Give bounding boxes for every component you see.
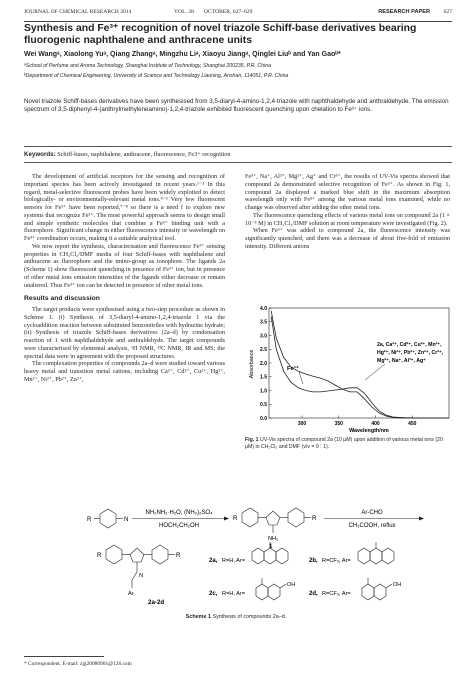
y-tick-label: 1.0 xyxy=(260,388,267,395)
results-paragraph-1: The target products were synthesised using a two-step procedure as shown in Scheme 1. (i) Synthesis of 3,5-diaryl-4-amino-1,2,4-triazole 1 via the cycloaddition reaction between substituted benzonitriles with hydrazine hydrate; (ii) Synthesis of triazole Schiff-bases derivatives (2a–d) by condensation reaction of 1 with naphthaldehyde and anthraldehyde. The target compounds were characterised by elemental analysis, ¹H NMR, ¹³C NMR, IR and MS; the spectral data were in agreement with the proposed structures. xyxy=(24,306,225,360)
footnote-rule xyxy=(24,656,104,657)
chart-series xyxy=(271,311,449,418)
abstract: Novel triazole Schiff-bases derivatives have been synthesised from 3,5-diaryl-4-amino-1,2,4-triazole with naphthaldehyde and anthraldehyde. The emission spectrum of 3,5-diphenyl-4-(anthrylmethyleneamino)-1,2,4-triazole exhibited fluorescent quenching upon chelation to Fe³⁺ ions. xyxy=(24,98,449,113)
series-line-1 xyxy=(271,311,449,418)
nh2-label: NH₂ xyxy=(268,536,279,542)
left-column xyxy=(24,173,225,384)
x-tick-label: 400 xyxy=(371,421,380,427)
naphthol-2d xyxy=(362,578,392,600)
product-structure xyxy=(106,545,175,588)
n-label-nitrile: N xyxy=(124,516,129,523)
anthracene-2a xyxy=(252,542,288,564)
anthracene-2b xyxy=(358,542,394,564)
reagents-2-bottom: CH₃COOH, reflux xyxy=(348,523,396,529)
right-paragraph-3: When Fe³⁺ was added to compound 2a, the fluorescence intensity was significantly quenched, and there was a decrease of about five-fold of emission intensity. Different anions xyxy=(245,227,450,250)
y-tick-label: 1.5 xyxy=(260,374,267,381)
journal-name: JOURNAL OF CHEMICAL RESEARCH 2014 xyxy=(24,9,132,15)
reaction-arrow-1-head xyxy=(224,517,229,521)
scheme-1-text: Synthesis of compounds 2a–d. xyxy=(212,614,287,620)
figure-1-label: Fig. 1 xyxy=(245,437,259,443)
scheme-1-label: Scheme 1 xyxy=(185,614,211,620)
right-paragraph-2: The fluorescence quenching effects of various metal ions on compound 2a (1 × 10⁻⁵ M) in CH₂Cl₂/DMF solution at room temperature were investigated (Fig. 2). xyxy=(245,211,450,227)
affiliation-b: ᵇDepartment of Chemical Engineering, University of Science and Technology Liaoning, Anshan, 114051, P.R. China xyxy=(24,73,289,79)
r-label-c1-left: R xyxy=(233,515,238,522)
scheme-1 xyxy=(24,500,454,612)
naphthol-2c xyxy=(256,578,286,600)
right-paragraph-1: Fe³⁺, Na⁺, Al³⁺, Mg²⁺, Ag⁺ and Cr³⁺, the results of UV-Vis spectra showed that compound 2a demonstrated selective recognition of Fe³⁺. As shown in Fig. 1, compound 2a displayed a marked blue shift in the maximum absorption wavelength only with Fe³⁺ among the various metal ions examined, while no change was observed after adding the other metal ions. xyxy=(245,173,450,211)
right-column xyxy=(245,173,450,251)
y-tick-label: 4.0 xyxy=(260,305,267,312)
annotation-ions-2: Hg²⁺, Ni²⁺, Pb²⁺, Zn²⁺, Cr³⁺, xyxy=(377,350,444,356)
products-label: 2a-2d xyxy=(148,599,165,606)
x-tick-label: 300 xyxy=(297,421,307,427)
running-header xyxy=(24,7,452,22)
triazole-1-structure xyxy=(242,508,311,533)
section-heading: Results and discussion xyxy=(24,295,100,303)
page-number: 627 xyxy=(443,9,452,15)
keywords xyxy=(24,146,452,163)
n-label-imine: N xyxy=(139,573,144,579)
y-tick-label: 2.5 xyxy=(260,347,267,354)
annotation-ions-3: Mg²⁺, Na⁺, Al³⁺, Ag⁺ xyxy=(377,358,426,364)
uv-vis-chart xyxy=(245,302,453,434)
scheme-1-caption xyxy=(0,614,472,620)
keywords-label: Keywords: xyxy=(24,151,56,158)
annotation-ions-1: 2a, Ca²⁺, Cd²⁺, Cu²⁺, Mn²⁺, xyxy=(377,342,442,348)
r-label-p-right: R xyxy=(176,552,181,559)
reagents-1-bottom: HOCH₂CH₂OH xyxy=(159,523,199,529)
paper-title: Synthesis and Fe³⁺ recognition of novel triazole Schiff-base derivatives bearing fluorogenic naphthalene and anthracene units xyxy=(24,23,417,47)
x-tick-label: 350 xyxy=(334,421,343,427)
x-tick-label: 450 xyxy=(408,421,417,427)
entry-2d-code: 2d, xyxy=(309,591,318,597)
oh-label-2d: OH xyxy=(393,582,402,588)
oh-label-2c: OH xyxy=(287,582,296,588)
fe-arrow xyxy=(299,372,303,384)
compound-1-label: 1 xyxy=(269,543,273,550)
y-tick-label: 0.0 xyxy=(260,415,267,422)
y-tick-label: 3.5 xyxy=(260,319,267,326)
entry-2d-desc: R=CF₃, Ar= xyxy=(322,591,351,597)
benzonitrile-structure xyxy=(94,509,123,528)
intro-paragraph-1: The development of artificial receptors for the sensing and recognition of important species has been actively investigated in recent years.¹⁻³ In this regard, metal-selective fluorescent probes have been widely exploited to detect biologically- or environmentally-relevant metal ions.⁴⁻⁶ Very few fluorescent sensors for Fe³⁺ have been reported,⁷⁻⁸ so there is a need f to explore new systems that recognize Fe³⁺. The most powerful approach seems to design small and simple synthetic molecules that combine a Fe³⁺ binding unit with a fluorophore. Significant change in either fluorescence intensity or wavelength on Fe³⁺ coordination occurs, making it a suitable analytical tool. xyxy=(24,173,225,242)
footnote: * Correspondent. E-mail: zjg20080901@126.com xyxy=(24,661,132,667)
authors: Wei Wangᵃ, Xiaolong Yuᵃ, Qiang Zhangᵃ, Mingzhu Liᵃ, Xiaoyu Jiangᵃ, Qinglei Liuᵇ and Yan Gaoᵇ* xyxy=(24,51,341,58)
results-paragraph-2: The complexation properties of compounds 2a–d were studied toward various heavy metal and transition metal cations, including Ca²⁺, Cd²⁺, Cu²⁺, Hg²⁺, Mn²⁺, Ni²⁺, Pb²⁺, Zn²⁺, xyxy=(24,360,225,383)
figure-1-text: UV-Vis spectra of compound 2a (10 μM) upon addition of various metal ions (20 μM) in CH₂Cl₂ and DMF (v/v = 9 : 1). xyxy=(245,437,443,450)
issue: OCTOBER, 627–629 xyxy=(204,9,253,15)
entry-2b-desc: R=CF₃, Ar= xyxy=(322,558,351,564)
intro-paragraph-2: We now report the synthesis, characterisation and fluorescence Fe³⁺ sensing properties in CH₂Cl₂/DMF media of four Schiff-bases with naphthalene and anthracene as fluorophore and the imino-group as ionophore. The ligands 2a (Scheme 1) show fluorescent quenching in presence of Fe³⁺ ion, but in presence of other metal ions emission intensities of the ligands either decrease or remain unaltered. Thus Fe³⁺ ion can be detected in presence of other metal ions. xyxy=(24,242,225,289)
entry-2a-code: 2a, xyxy=(209,558,218,564)
entry-2a-desc: R=H, Ar= xyxy=(222,558,246,564)
keywords-text: Schiff-bases, naphthalene, anthracene, fluorescence, Fe3+ recognition xyxy=(57,151,231,158)
r-label-p-left: R xyxy=(97,552,102,559)
x-axis-label: Wavelength/nm xyxy=(349,428,389,434)
entry-2c-desc: R=H, Ar= xyxy=(222,591,246,597)
paper-type: RESEARCH PAPER xyxy=(378,9,430,15)
y-tick-label: 0.5 xyxy=(260,402,267,409)
affiliation-a: ᵃSchool of Perfume and Aroma Technology, Shanghai Institute of Technology, Shanghai 200235, P.R. China xyxy=(24,63,271,69)
y-tick-label: 2.0 xyxy=(260,360,267,367)
y-tick-label: 3.0 xyxy=(260,333,267,340)
annotation-fe: Fe³⁺ xyxy=(287,366,299,372)
volume: VOL. 38 xyxy=(174,9,194,15)
y-axis-label: Absorbance xyxy=(249,349,255,379)
r-label-start: R xyxy=(87,516,92,523)
reagents-1-top: NH₂NH₂·H₂O, (NH₂)₂SO₄ xyxy=(145,510,213,516)
reaction-arrow-2-head xyxy=(419,517,424,521)
r-label-c1-right: R xyxy=(312,515,317,522)
ar-label: Ar xyxy=(128,591,134,597)
entry-2c-code: 2c, xyxy=(209,591,218,597)
entry-2b-code: 2b, xyxy=(309,558,318,564)
ions-arrow xyxy=(365,364,385,380)
figure-1-caption xyxy=(245,437,450,450)
reagents-2-top: Ar-CHO xyxy=(361,510,383,516)
